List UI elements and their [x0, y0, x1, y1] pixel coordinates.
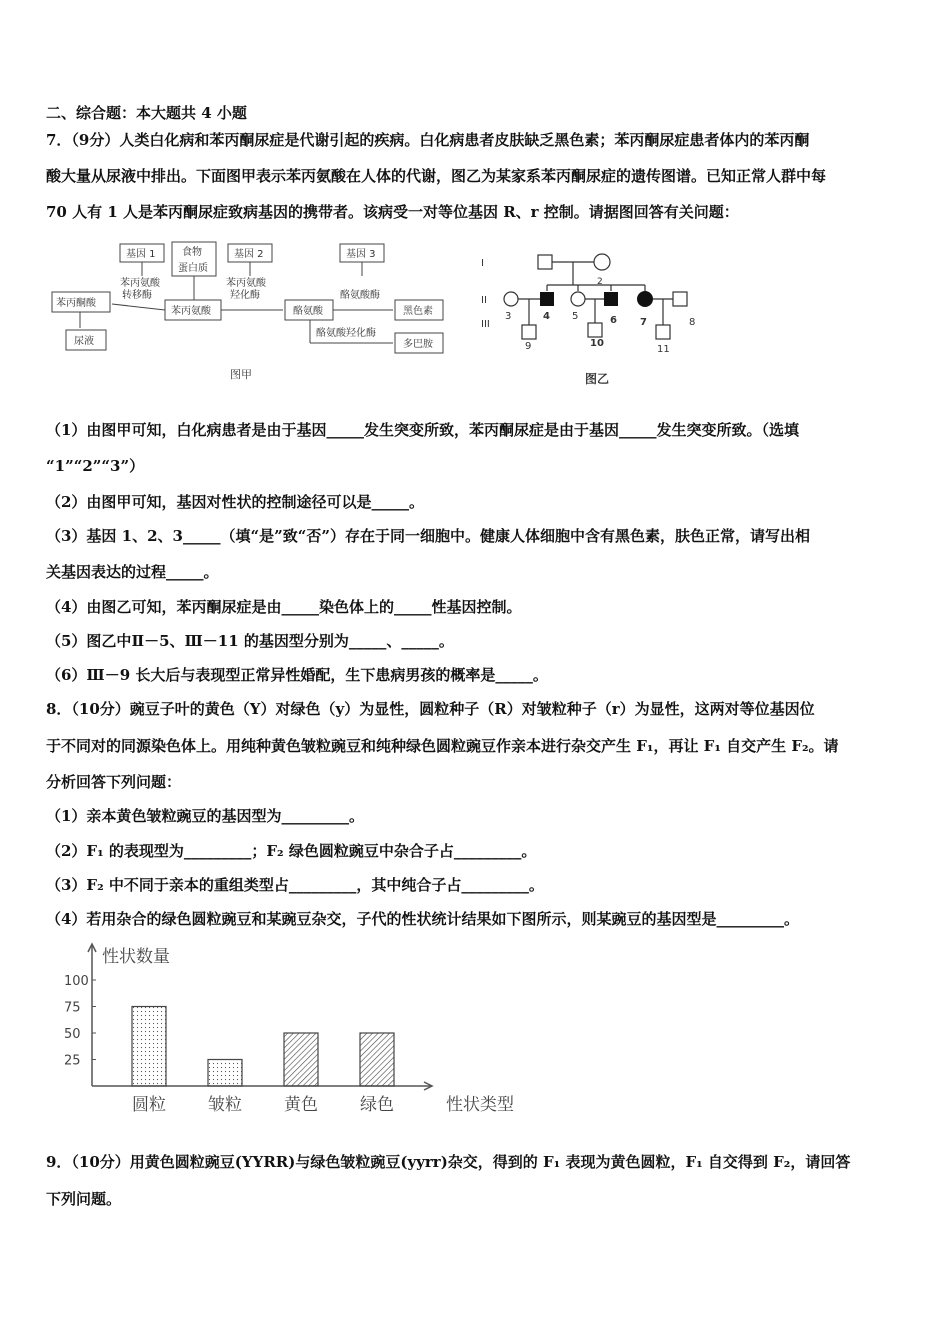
enzyme1-label: 苯丙氨酸	[120, 278, 160, 289]
q8-intro-2: 于不同对的同源染色体上。用纯种黄色皱粒豌豆和纯种绿色圆粒豌豆作亲本进行杂交产生 F₁，再让 F₁ 自交产生 F₂。请	[46, 737, 839, 755]
dopamine-label: 多巴胺	[403, 339, 433, 350]
y-tick-label: 100	[64, 974, 89, 989]
bar-2	[208, 1060, 242, 1087]
enzyme3-label: 酪氨酸酶	[340, 290, 380, 301]
q8-intro-1: 8．（10分）豌豆子叶的黄色（Y）对绿色（y）为显性，圆粒种子（R）对皱粒种子（r）为显性，这两对等位基因位	[46, 700, 815, 718]
gene1-label: 基因 1	[126, 249, 156, 260]
q9-intro-2: 下列问题。	[46, 1190, 122, 1208]
pheketone-label: 苯丙酮酸	[56, 298, 96, 309]
q7-item-1: （1）由图甲可知，白化病患者是由于基因_____发生突变所致，苯丙酮尿症是由于基因_____发生突变所致。（选填	[46, 421, 799, 439]
q7-item-4: （4）由图乙可知，苯丙酮尿症是由_____染色体上的_____性基因控制。	[46, 598, 522, 616]
protein-label: 蛋白质	[178, 263, 208, 274]
y-tick-label: 25	[64, 1053, 81, 1069]
x-tick-label: 圆粒	[132, 1095, 166, 1115]
enzyme1b-label: 转移酶	[122, 290, 152, 301]
x-tick-label: 黄色	[284, 1095, 318, 1115]
ind-7: 7	[640, 317, 647, 328]
gen-label-3: III	[481, 319, 490, 330]
phe-label: 苯丙氨酸	[171, 306, 211, 317]
trait-bar-chart	[60, 938, 560, 1128]
gen-label-2: II	[481, 295, 487, 306]
q7-item-3-cont: 关基因表达的过程_____。	[46, 563, 219, 581]
enzyme2b-label: 羟化酶	[230, 290, 260, 301]
q8-item-4: （4）若用杂合的绿色圆粒豌豆和某豌豆杂交，子代的性状统计结果如下图所示，则某豌豆的基因型是_________。	[46, 910, 799, 928]
q7-item-2: （2）由图甲可知，基因对性状的控制途径可以是_____。	[46, 493, 424, 511]
ind-11: 11	[657, 344, 670, 355]
x-axis-label: 性状类型	[446, 1095, 514, 1115]
ind-10: 10	[590, 338, 604, 349]
food-label: 食物	[182, 247, 202, 258]
enzyme4-label: 酪氨酸羟化酶	[316, 328, 376, 339]
tyr-label: 酪氨酸	[293, 306, 323, 317]
x-tick-label: 绿色	[360, 1095, 394, 1115]
bar-1	[132, 1007, 166, 1087]
ind-9: 9	[525, 341, 532, 352]
q7-intro-3: 70 人有 1 人是苯丙酮尿症致病基因的携带者。该病受一对等位基因 R、r 控制。请据图回答有关问题：	[46, 203, 739, 221]
q9-intro-1: 9．（10分）用黄色圆粒豌豆(YYRR)与绿色皱粒豌豆(yyrr)杂交，得到的 F₁ 表现为黄色圆粒，F₁ 自交得到 F₂，请回答	[46, 1153, 851, 1171]
melanin-label: 黑色素	[403, 306, 433, 317]
q7-intro-2: 酸大量从尿液中排出。下面图甲表示苯丙氨酸在人体的代谢，图乙为某家系苯丙酮尿症的遗传图谱。已知正常人群中每	[46, 167, 827, 185]
gene3-label: 基因 3	[346, 249, 376, 260]
enzyme2-label: 苯丙氨酸	[226, 278, 266, 289]
gen-label-1: I	[481, 258, 484, 269]
ind-3: 3	[505, 311, 512, 322]
y-axis-label: 性状数量	[102, 947, 170, 967]
q8-intro-3: 分析回答下列问题：	[46, 773, 182, 791]
q8-item-3: （3）F₂ 中不同于亲本的重组类型占_________，其中纯合子占_________。	[46, 876, 544, 894]
ind-5: 5	[572, 311, 579, 322]
y-tick-label: 50	[64, 1027, 81, 1042]
q7-item-3: （3）基因 1、2、3_____（填“是”致“否”）存在于同一细胞中。健康人体细胞中含有黑色素，肤色正常，请写出相	[46, 527, 810, 545]
fig-yi-caption: 图乙	[585, 372, 610, 386]
ind-8: 8	[689, 317, 696, 328]
urine-label: 尿液	[74, 336, 94, 347]
figure-yi-pedigree	[475, 245, 715, 390]
bar-4	[360, 1033, 394, 1086]
q7-item-5: （5）图乙中Ⅱ－5、Ⅲ－11 的基因型分别为_____、_____。	[46, 632, 454, 650]
bar-3	[284, 1033, 318, 1086]
fig-jia-caption: 图甲	[230, 368, 252, 381]
ind-6: 6	[610, 315, 617, 326]
figure-jia	[50, 240, 470, 390]
ind-2: 2	[597, 277, 603, 287]
gene2-label: 基因 2	[234, 249, 264, 260]
section-title: 二、综合题：本大题共 4 小题	[46, 104, 247, 122]
x-tick-label: 皱粒	[208, 1095, 242, 1115]
ind-4: 4	[543, 311, 550, 322]
y-tick-label: 75	[64, 1000, 81, 1016]
q7-item-1-cont: “1”“2”“3”）	[46, 457, 145, 475]
q7-item-6: （6）Ⅲ－9 长大后与表现型正常异性婚配，生下患病男孩的概率是_____。	[46, 666, 548, 684]
q7-intro-1: 7．（9分）人类白化病和苯丙酮尿症是代谢引起的疾病。白化病患者皮肤缺乏黑色素；苯丙酮尿症患者体内的苯丙酮	[46, 131, 810, 149]
q8-item-2: （2）F₁ 的表现型为_________；F₂ 绿色圆粒豌豆中杂合子占_________。	[46, 842, 537, 860]
q8-item-1: （1）亲本黄色皱粒豌豆的基因型为_________。	[46, 807, 364, 825]
